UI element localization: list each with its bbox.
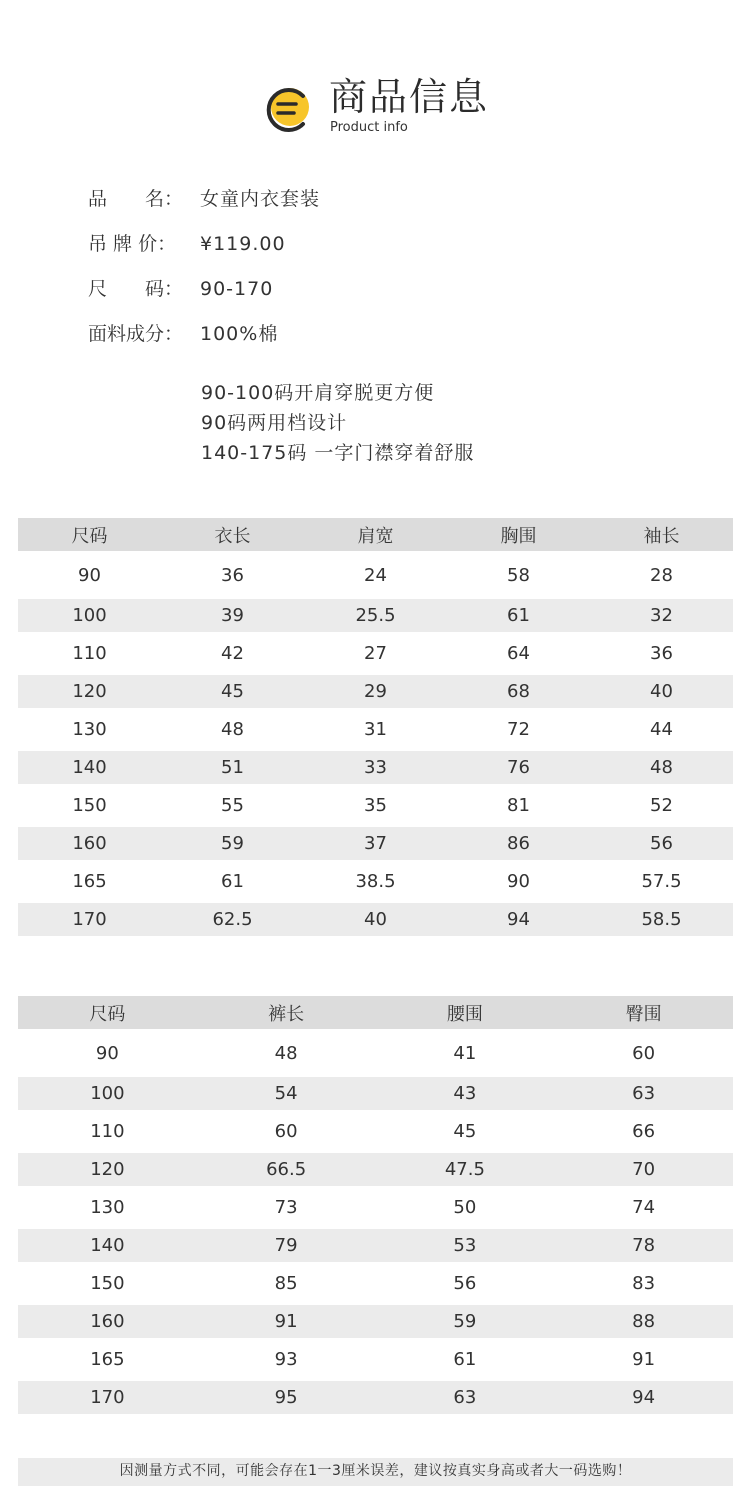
info-value: 90-170 [200, 278, 274, 300]
info-label: 面料成分： [88, 323, 184, 345]
table-cell: 39 [221, 605, 244, 626]
table-header-cell: 臀围 [625, 1003, 662, 1025]
table-cell: 86 [507, 833, 530, 854]
table-cell: 76 [507, 757, 530, 778]
table-cell: 61 [507, 605, 530, 626]
table-cell: 83 [632, 1273, 656, 1294]
table-row [18, 551, 733, 599]
info-label: 吊 牌 价： [88, 233, 177, 255]
info-value: 女童内衣套装 [200, 188, 321, 210]
top-size-table [18, 518, 733, 936]
bottom-size-table [18, 996, 733, 1414]
table-cell: 63 [453, 1387, 477, 1408]
table-cell: 24 [364, 564, 387, 586]
table-cell: 48 [650, 757, 673, 778]
table-cell: 170 [72, 909, 107, 930]
table-cell: 95 [274, 1387, 298, 1408]
info-value: ¥119.00 [200, 233, 286, 255]
table-cell: 31 [364, 719, 387, 740]
table-cell: 29 [364, 681, 387, 702]
table-cell: 52 [650, 795, 673, 816]
table-cell: 66 [632, 1121, 656, 1142]
table-cell: 50 [453, 1197, 477, 1218]
table-cell: 79 [274, 1235, 298, 1256]
table-cell: 40 [650, 681, 673, 702]
table-cell: 58 [507, 564, 530, 586]
table-cell: 33 [364, 757, 387, 778]
table-header-cell: 腰围 [446, 1003, 483, 1025]
table-cell: 59 [453, 1311, 477, 1332]
table-cell: 165 [72, 871, 107, 892]
table-cell: 61 [453, 1349, 477, 1370]
table-cell: 91 [632, 1349, 656, 1370]
table-row [18, 1262, 733, 1305]
table-row [18, 1305, 733, 1338]
table-cell: 91 [274, 1311, 298, 1332]
table-cell: 25.5 [355, 605, 396, 626]
table-cell: 90 [95, 1042, 119, 1064]
table-cell: 130 [90, 1197, 125, 1218]
table-row [18, 1381, 733, 1414]
table-cell: 90 [78, 564, 101, 586]
table-cell: 81 [507, 795, 530, 816]
feature-note: 140-175码 一字门襟穿着舒服 [201, 442, 475, 464]
table-header-cell: 胸围 [500, 525, 537, 547]
table-cell: 70 [632, 1159, 656, 1180]
table-cell: 47.5 [444, 1159, 485, 1180]
section-subtitle: Product info [330, 120, 408, 135]
table-cell: 100 [72, 605, 107, 626]
table-cell: 63 [632, 1083, 656, 1104]
table-cell: 32 [650, 605, 673, 626]
table-cell: 62.5 [212, 909, 253, 930]
table-cell: 60 [274, 1121, 298, 1142]
table-cell: 64 [507, 643, 530, 664]
table-cell: 58.5 [641, 909, 682, 930]
table-cell: 57.5 [641, 871, 682, 892]
table-cell: 160 [72, 833, 107, 854]
table-cell: 140 [72, 757, 107, 778]
table-row [18, 599, 733, 632]
table-header-cell: 衣长 [214, 525, 251, 547]
table-cell: 78 [632, 1235, 656, 1256]
info-value: 100%棉 [200, 323, 279, 345]
table-row [18, 1153, 733, 1186]
table-row [18, 1110, 733, 1153]
table-row [18, 708, 733, 751]
table-cell: 150 [90, 1273, 125, 1294]
table-cell: 74 [632, 1197, 656, 1218]
table-row [18, 1029, 733, 1077]
document-icon [263, 84, 313, 134]
table-cell: 45 [221, 681, 244, 702]
table-cell: 54 [274, 1083, 298, 1104]
table-cell: 51 [221, 757, 244, 778]
table-cell: 94 [507, 909, 530, 930]
table-header-cell: 肩宽 [357, 525, 394, 547]
table-cell: 36 [650, 643, 673, 664]
product-info-list [88, 183, 320, 363]
table-header-row [18, 996, 733, 1029]
table-cell: 68 [507, 681, 530, 702]
table-cell: 120 [90, 1159, 125, 1180]
table-header-cell: 袖长 [643, 525, 680, 547]
table-cell: 40 [364, 909, 387, 930]
table-cell: 88 [632, 1311, 656, 1332]
section-title: 商品信息 [329, 75, 490, 119]
section-header [263, 72, 523, 142]
table-cell: 93 [274, 1349, 298, 1370]
table-cell: 110 [90, 1121, 125, 1142]
feature-note: 90码两用档设计 [201, 412, 348, 434]
table-cell: 44 [650, 719, 673, 740]
table-cell: 27 [364, 643, 387, 664]
table-cell: 35 [364, 795, 387, 816]
table-cell: 36 [221, 564, 244, 586]
table-row [18, 1338, 733, 1381]
table-row [18, 1186, 733, 1229]
feature-note: 90-100码开肩穿脱更方便 [201, 382, 435, 404]
feature-notes [201, 378, 474, 468]
table-cell: 45 [453, 1121, 477, 1142]
table-cell: 59 [221, 833, 244, 854]
info-row-name [88, 183, 320, 228]
table-cell: 37 [364, 833, 387, 854]
table-cell: 48 [274, 1042, 298, 1064]
table-row [18, 903, 733, 936]
table-cell: 61 [221, 871, 244, 892]
table-cell: 42 [221, 643, 244, 664]
table-cell: 170 [90, 1387, 125, 1408]
table-cell: 90 [507, 871, 530, 892]
table-cell: 66.5 [266, 1159, 307, 1180]
table-cell: 28 [650, 564, 673, 586]
table-cell: 150 [72, 795, 107, 816]
info-label: 尺 码： [88, 278, 184, 300]
table-cell: 73 [274, 1197, 298, 1218]
table-cell: 100 [90, 1083, 125, 1104]
table-cell: 85 [274, 1273, 298, 1294]
measurement-footnote: 因测量方式不同，可能会存在1一3厘米误差，建议按真实身高或者大一码选购！ [18, 1458, 733, 1486]
table-header-row [18, 518, 733, 551]
table-cell: 165 [90, 1349, 125, 1370]
info-label: 品 名： [88, 188, 184, 210]
table-row [18, 827, 733, 860]
info-row-size [88, 273, 320, 318]
table-cell: 48 [221, 719, 244, 740]
table-cell: 72 [507, 719, 530, 740]
table-cell: 160 [90, 1311, 125, 1332]
table-cell: 120 [72, 681, 107, 702]
table-cell: 56 [453, 1273, 477, 1294]
table-cell: 130 [72, 719, 107, 740]
info-row-material [88, 318, 320, 363]
table-cell: 94 [632, 1387, 656, 1408]
table-cell: 41 [453, 1042, 477, 1064]
table-header-cell: 尺码 [71, 525, 108, 547]
table-row [18, 751, 733, 784]
table-row [18, 784, 733, 827]
table-cell: 110 [72, 643, 107, 664]
table-row [18, 675, 733, 708]
table-row [18, 632, 733, 675]
table-cell: 140 [90, 1235, 125, 1256]
table-cell: 43 [453, 1083, 477, 1104]
table-cell: 38.5 [355, 871, 396, 892]
table-cell: 60 [632, 1042, 656, 1064]
table-row [18, 1229, 733, 1262]
table-row [18, 860, 733, 903]
table-cell: 56 [650, 833, 673, 854]
table-row [18, 1077, 733, 1110]
table-cell: 53 [453, 1235, 477, 1256]
table-header-cell: 裤长 [268, 1003, 305, 1025]
table-cell: 55 [221, 795, 244, 816]
info-row-price [88, 228, 320, 273]
table-header-cell: 尺码 [89, 1003, 126, 1025]
